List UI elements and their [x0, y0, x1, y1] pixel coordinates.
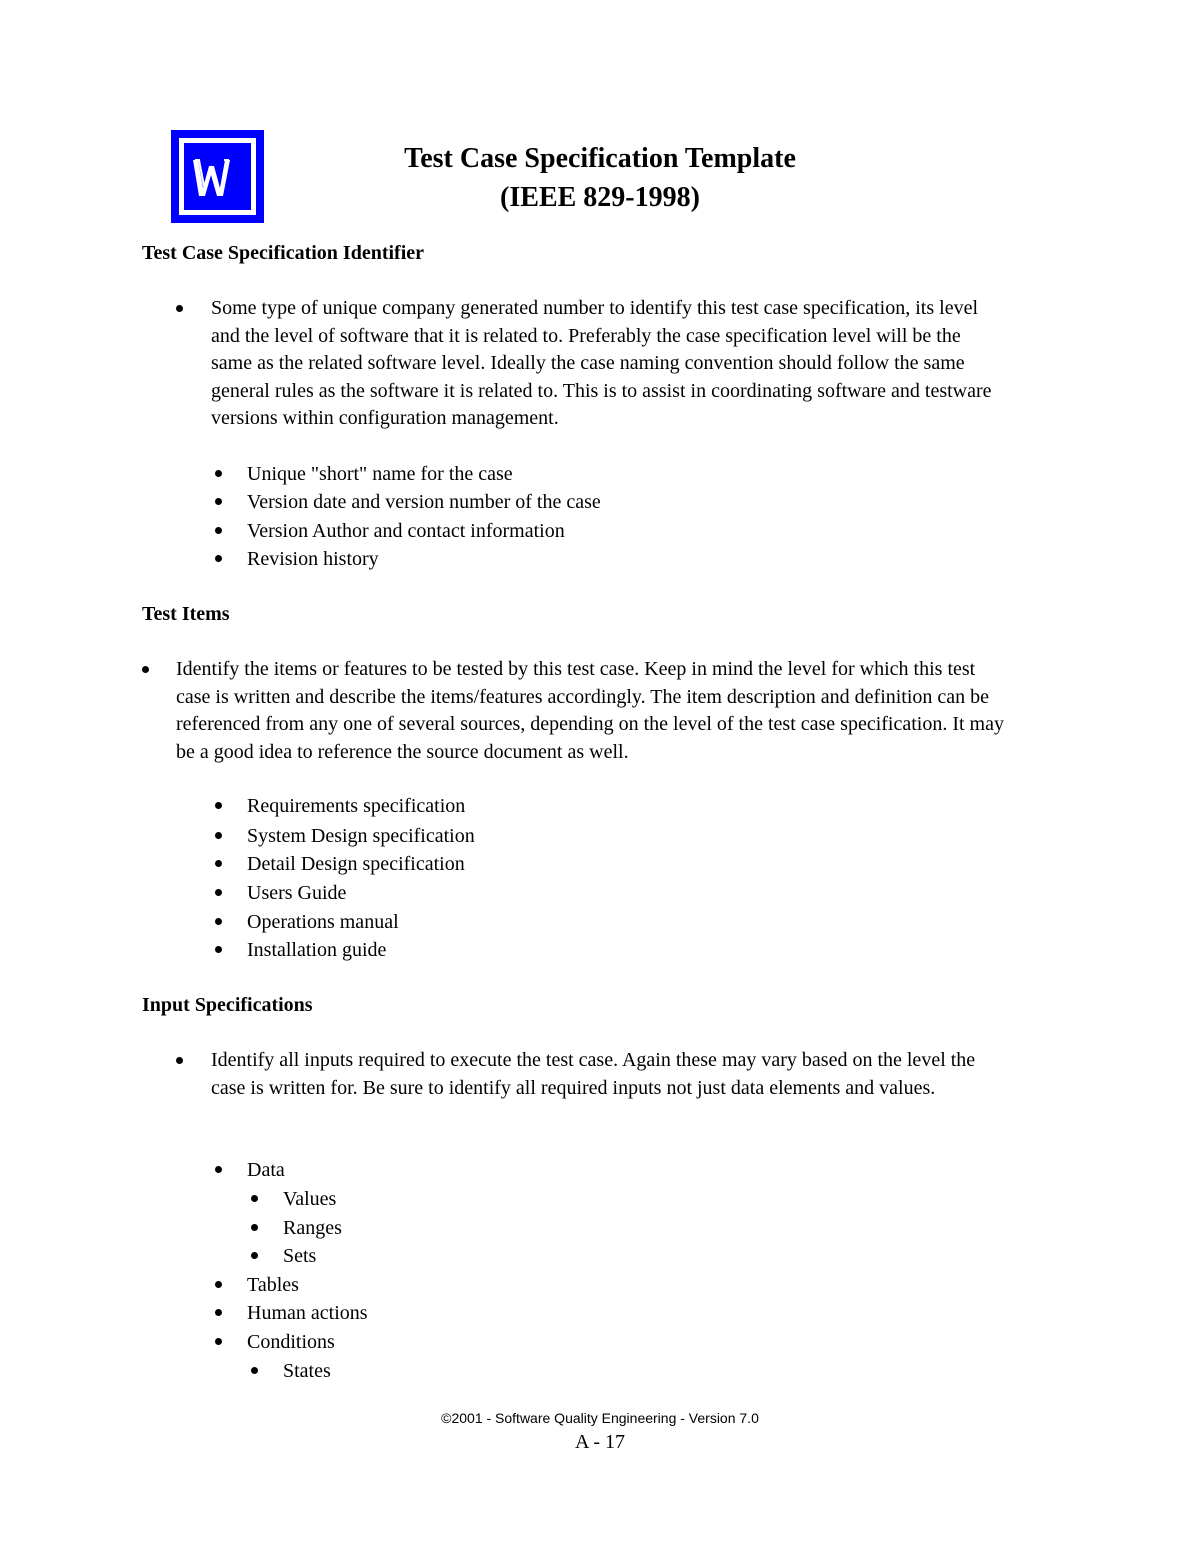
page-number: A - 17 [575, 1431, 625, 1453]
list-item: Human actions [247, 1302, 368, 1324]
bullet-icon [251, 1224, 258, 1231]
document-subtitle: (IEEE 829-1998) [500, 182, 700, 213]
list-item: Requirements specification [247, 795, 466, 817]
bullet-icon [215, 946, 222, 953]
bullet-icon [215, 498, 222, 505]
bullet-icon [215, 1166, 222, 1173]
document-title: Test Case Specification Template [404, 143, 796, 174]
list-item: Users Guide [247, 882, 347, 904]
bullet-icon [176, 305, 183, 312]
list-item: Values [283, 1188, 337, 1210]
footer-copyright: ©2001 - Software Quality Engineering - Version 7.0 [441, 1410, 759, 1426]
bullet-icon [215, 889, 222, 896]
list-item: Installation guide [247, 939, 387, 961]
list-item: States [283, 1360, 331, 1382]
section-paragraph-test-items: Identify the items or features to be tested by this test case. Keep in mind the level for which this test case is written and describe the items/features accordingly. The item description and definition can be referenced from any one of several sources, depending on the level of the test case specification. It may be a good idea to reference the source document as well. [176, 658, 1004, 763]
bullet-icon [215, 832, 222, 839]
list-item: System Design specification [247, 825, 475, 847]
bullet-icon [215, 802, 222, 809]
section-heading-identifier: Test Case Specification Identifier [142, 242, 425, 264]
list-item: Unique "short" name for the case [247, 463, 513, 485]
bullet-icon [215, 470, 222, 477]
bullet-icon [142, 666, 149, 673]
bullet-icon [215, 1338, 222, 1345]
list-item: Version Author and contact information [247, 520, 565, 542]
bullet-icon [215, 527, 222, 534]
list-item: Detail Design specification [247, 853, 465, 875]
list-item: Tables [247, 1274, 299, 1296]
bullet-icon [215, 555, 222, 562]
bullet-icon [176, 1057, 183, 1064]
list-item: Data [247, 1159, 285, 1181]
bullet-icon [215, 860, 222, 867]
bullet-icon [251, 1252, 258, 1259]
section-paragraph-identifier: Some type of unique company generated number to identify this test case specification, its level and the level of software that it is related to. Preferably the case specification level will be the same as the related software level. Ideally the case naming convention should follow the same general rules as the software it is related to. This is to assist in coordinating software and testware versions within configuration management. [211, 297, 992, 429]
bullet-icon [251, 1195, 258, 1202]
list-item: Revision history [247, 548, 379, 570]
section-heading-test-items: Test Items [142, 603, 230, 625]
bullet-icon [215, 1309, 222, 1316]
list-item: Operations manual [247, 911, 399, 933]
list-item: Conditions [247, 1331, 335, 1353]
bullet-icon [215, 918, 222, 925]
section-paragraph-input-specifications: Identify all inputs required to execute the test case. Again these may vary based on the level the case is written for. Be sure to identify all required inputs not just data elements and values. [211, 1049, 976, 1099]
section-heading-input-specifications: Input Specifications [142, 994, 313, 1016]
bullet-icon [251, 1367, 258, 1374]
list-item: Sets [283, 1245, 317, 1267]
list-item: Ranges [283, 1217, 342, 1239]
list-item: Version date and version number of the case [247, 491, 601, 513]
bullet-icon [215, 1281, 222, 1288]
